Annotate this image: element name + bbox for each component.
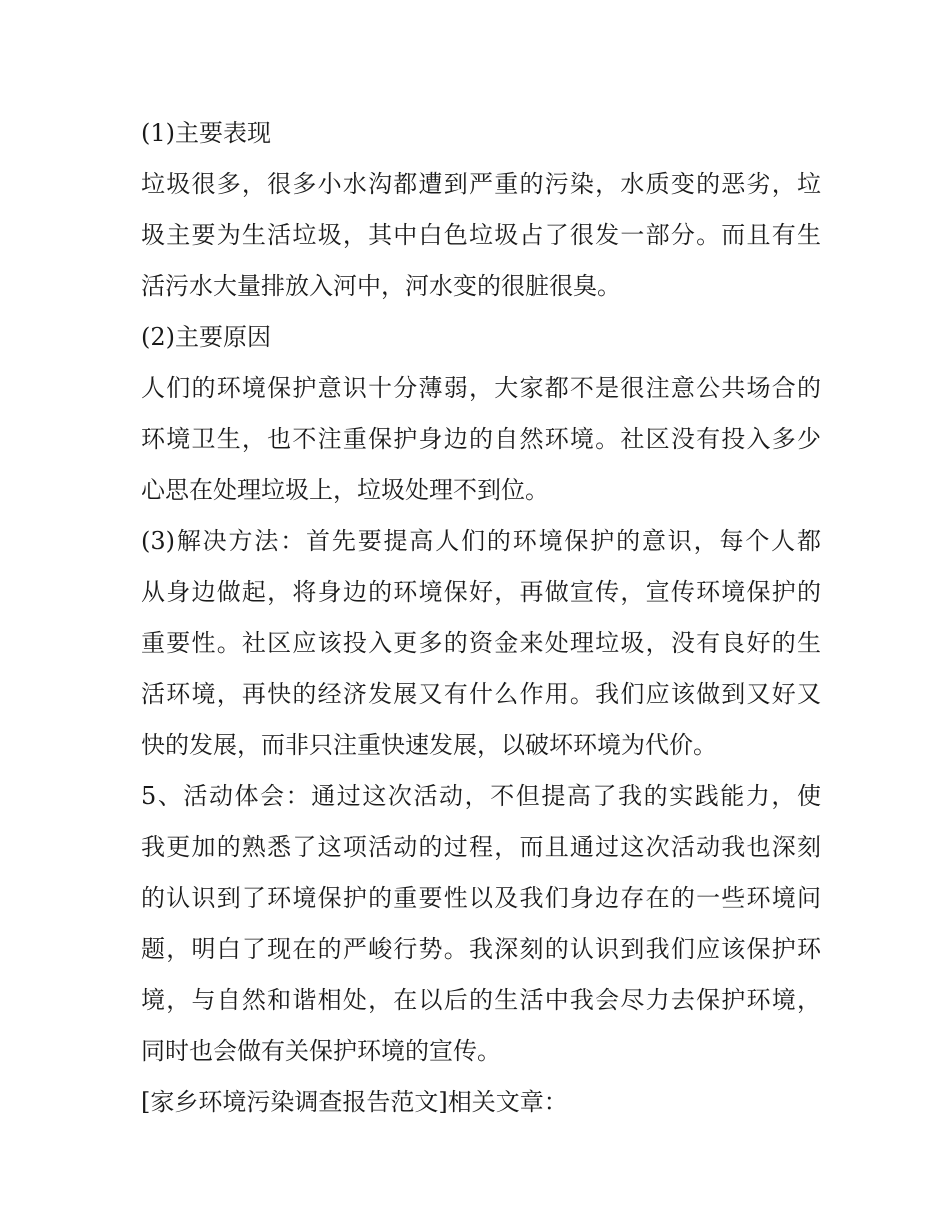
document-body: [141, 108, 821, 1128]
related-articles-link[interactable]: [家乡环境污染调查报告范文]相关文章：: [141, 1088, 568, 1116]
paragraph-line: 重要性。社区应该投入更多的资金来处理垃圾，没有良好的生: [141, 629, 821, 657]
paragraph-line: 活污水大量排放入河中，河水变的很脏很臭。: [141, 272, 621, 300]
paragraph-line: 境，与自然和谐相处，在以后的生活中我会尽力去保护环境，: [141, 986, 821, 1014]
paragraph-line: 题，明白了现在的严峻行势。我深刻的认识到我们应该保护环: [141, 935, 821, 963]
paragraph-line: 心思在处理垃圾上，垃圾处理不到位。: [141, 476, 549, 504]
heading-main-manifestation: (1)主要表现: [141, 119, 271, 147]
paragraph-line: 活环境，再快的经济发展又有什么作用。我们应该做到又好又: [141, 680, 821, 708]
heading-main-causes: (2)主要原因: [141, 323, 271, 351]
paragraph-line: 人们的环境保护意识十分薄弱，大家都不是很注意公共场合的: [141, 374, 821, 402]
paragraph-line: 垃圾很多，很多小水沟都遭到严重的污染，水质变的恶劣，垃: [141, 170, 821, 198]
paragraph-line: 快的发展，而非只注重快速发展，以破坏环境为代价。: [141, 731, 717, 759]
paragraph-line: (3)解决方法：首先要提高人们的环境保护的意识，每个人都: [141, 527, 821, 555]
paragraph-line: 我更加的熟悉了这项活动的过程，而且通过这次活动我也深刻: [141, 833, 821, 861]
paragraph-line: 同时也会做有关保护环境的宣传。: [141, 1037, 501, 1065]
paragraph-line: 从身边做起，将身边的环境保好，再做宣传，宣传环境保护的: [141, 578, 821, 606]
paragraph-line: 圾主要为生活垃圾，其中白色垃圾占了很发一部分。而且有生: [141, 221, 821, 249]
paragraph-line: 的认识到了环境保护的重要性以及我们身边存在的一些环境问: [141, 884, 821, 912]
paragraph-line: 环境卫生，也不注重保护身边的自然环境。社区没有投入多少: [141, 425, 821, 453]
paragraph-line: 5、活动体会：通过这次活动，不但提高了我的实践能力，使: [141, 782, 821, 810]
